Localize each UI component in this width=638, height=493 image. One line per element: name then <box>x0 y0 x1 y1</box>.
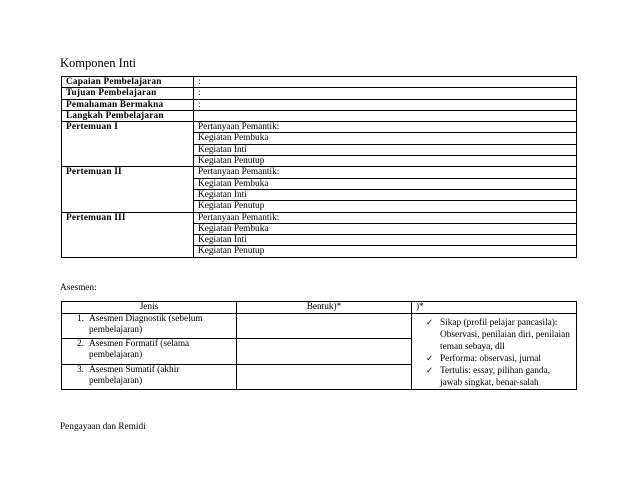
komponen-inti-table <box>61 76 577 258</box>
item-number: 2. <box>77 339 84 350</box>
bentuk-notes-cell <box>412 314 577 390</box>
table-row <box>62 314 577 339</box>
item-text-cont: pembelajaran) <box>89 375 143 386</box>
row-value: : <box>194 77 577 88</box>
page-title: Komponen Inti <box>60 56 137 70</box>
kegiatan-cell: Kegiatan Inti <box>194 144 577 155</box>
table-header-row <box>62 302 577 314</box>
asesmen-table <box>61 301 577 390</box>
check-icon: ✓ <box>426 318 434 328</box>
asesmen-label: Asesmen: <box>60 283 97 293</box>
kegiatan-cell: Kegiatan Pembuka <box>194 178 577 189</box>
table-row <box>62 99 577 110</box>
check-icon: ✓ <box>426 366 434 376</box>
header-note: )* <box>412 302 577 314</box>
jenis-cell <box>62 364 237 389</box>
kegiatan-cell: Kegiatan Pembuka <box>194 133 577 144</box>
kegiatan-cell: Kegiatan Penutup <box>194 201 577 212</box>
row-value: : <box>194 88 577 99</box>
row-label: Pemahaman Bermakna <box>62 99 194 110</box>
pertemuan-label: Pertemuan III <box>62 212 194 257</box>
kegiatan-cell: Pertanyaan Pemantik: <box>194 122 577 133</box>
row-value: : <box>194 99 577 110</box>
kegiatan-cell: Kegiatan Penutup <box>194 156 577 167</box>
kegiatan-cell: Kegiatan Inti <box>194 235 577 246</box>
row-label: Langkah Pembelajaran <box>62 110 194 121</box>
header-jenis: Jenis <box>62 302 237 314</box>
table-row <box>62 77 577 88</box>
item-text-cont: pembelajaran) <box>89 325 143 335</box>
row-value <box>194 110 577 121</box>
table-row <box>62 88 577 99</box>
item-text-cont: pembelajaran) <box>89 350 143 361</box>
bentuk-cell <box>237 364 412 389</box>
list-item-text: teman sebaya, dll <box>440 342 505 352</box>
row-label: Tujuan Pembelajaran <box>62 88 194 99</box>
list-item <box>426 353 572 365</box>
kegiatan-cell: Pertanyaan Pemantik: <box>194 167 577 178</box>
list-item-text: Observasi, penilaian diri, penilaian <box>440 330 570 340</box>
item-text: Asesmen Formatif (selama <box>89 339 190 350</box>
list-item-text: Tertulis: essay, pilihan ganda, <box>440 366 551 376</box>
bentuk-cell <box>237 339 412 364</box>
jenis-cell <box>62 314 237 339</box>
kegiatan-cell: Kegiatan Inti <box>194 189 577 200</box>
item-number: 1. <box>77 314 84 324</box>
table-row <box>62 167 577 178</box>
item-number: 3. <box>77 364 84 375</box>
kegiatan-cell: Kegiatan Penutup <box>194 246 577 257</box>
pertemuan-label: Pertemuan I <box>62 122 194 167</box>
item-text: Asesmen Diagnostik (sebelum <box>89 314 203 324</box>
kegiatan-cell: Pertanyaan Pemantik: <box>194 212 577 223</box>
row-label: Capaian Pembelajaran <box>62 77 194 88</box>
pertemuan-label: Pertemuan II <box>62 167 194 212</box>
item-text: Asesmen Sumatif (akhir <box>89 364 180 375</box>
kegiatan-cell: Kegiatan Pembuka <box>194 223 577 234</box>
table-row <box>62 122 577 133</box>
list-item <box>426 317 572 353</box>
list-item-text: jawab singkat, benar-salah <box>440 378 539 388</box>
jenis-cell <box>62 339 237 364</box>
check-icon: ✓ <box>426 354 434 364</box>
table-row <box>62 110 577 121</box>
table-row <box>62 212 577 223</box>
bentuk-cell <box>237 314 412 339</box>
list-item-text: Sikap (profil pelajar pancasila): <box>440 318 558 328</box>
bentuk-list <box>416 317 572 389</box>
list-item-text: Performa: observasi, jurnal <box>440 354 541 364</box>
header-bentuk: Bentuk)* <box>237 302 412 314</box>
pengayaan-label: Pengayaan dan Remidi <box>60 422 146 432</box>
list-item <box>426 365 572 389</box>
